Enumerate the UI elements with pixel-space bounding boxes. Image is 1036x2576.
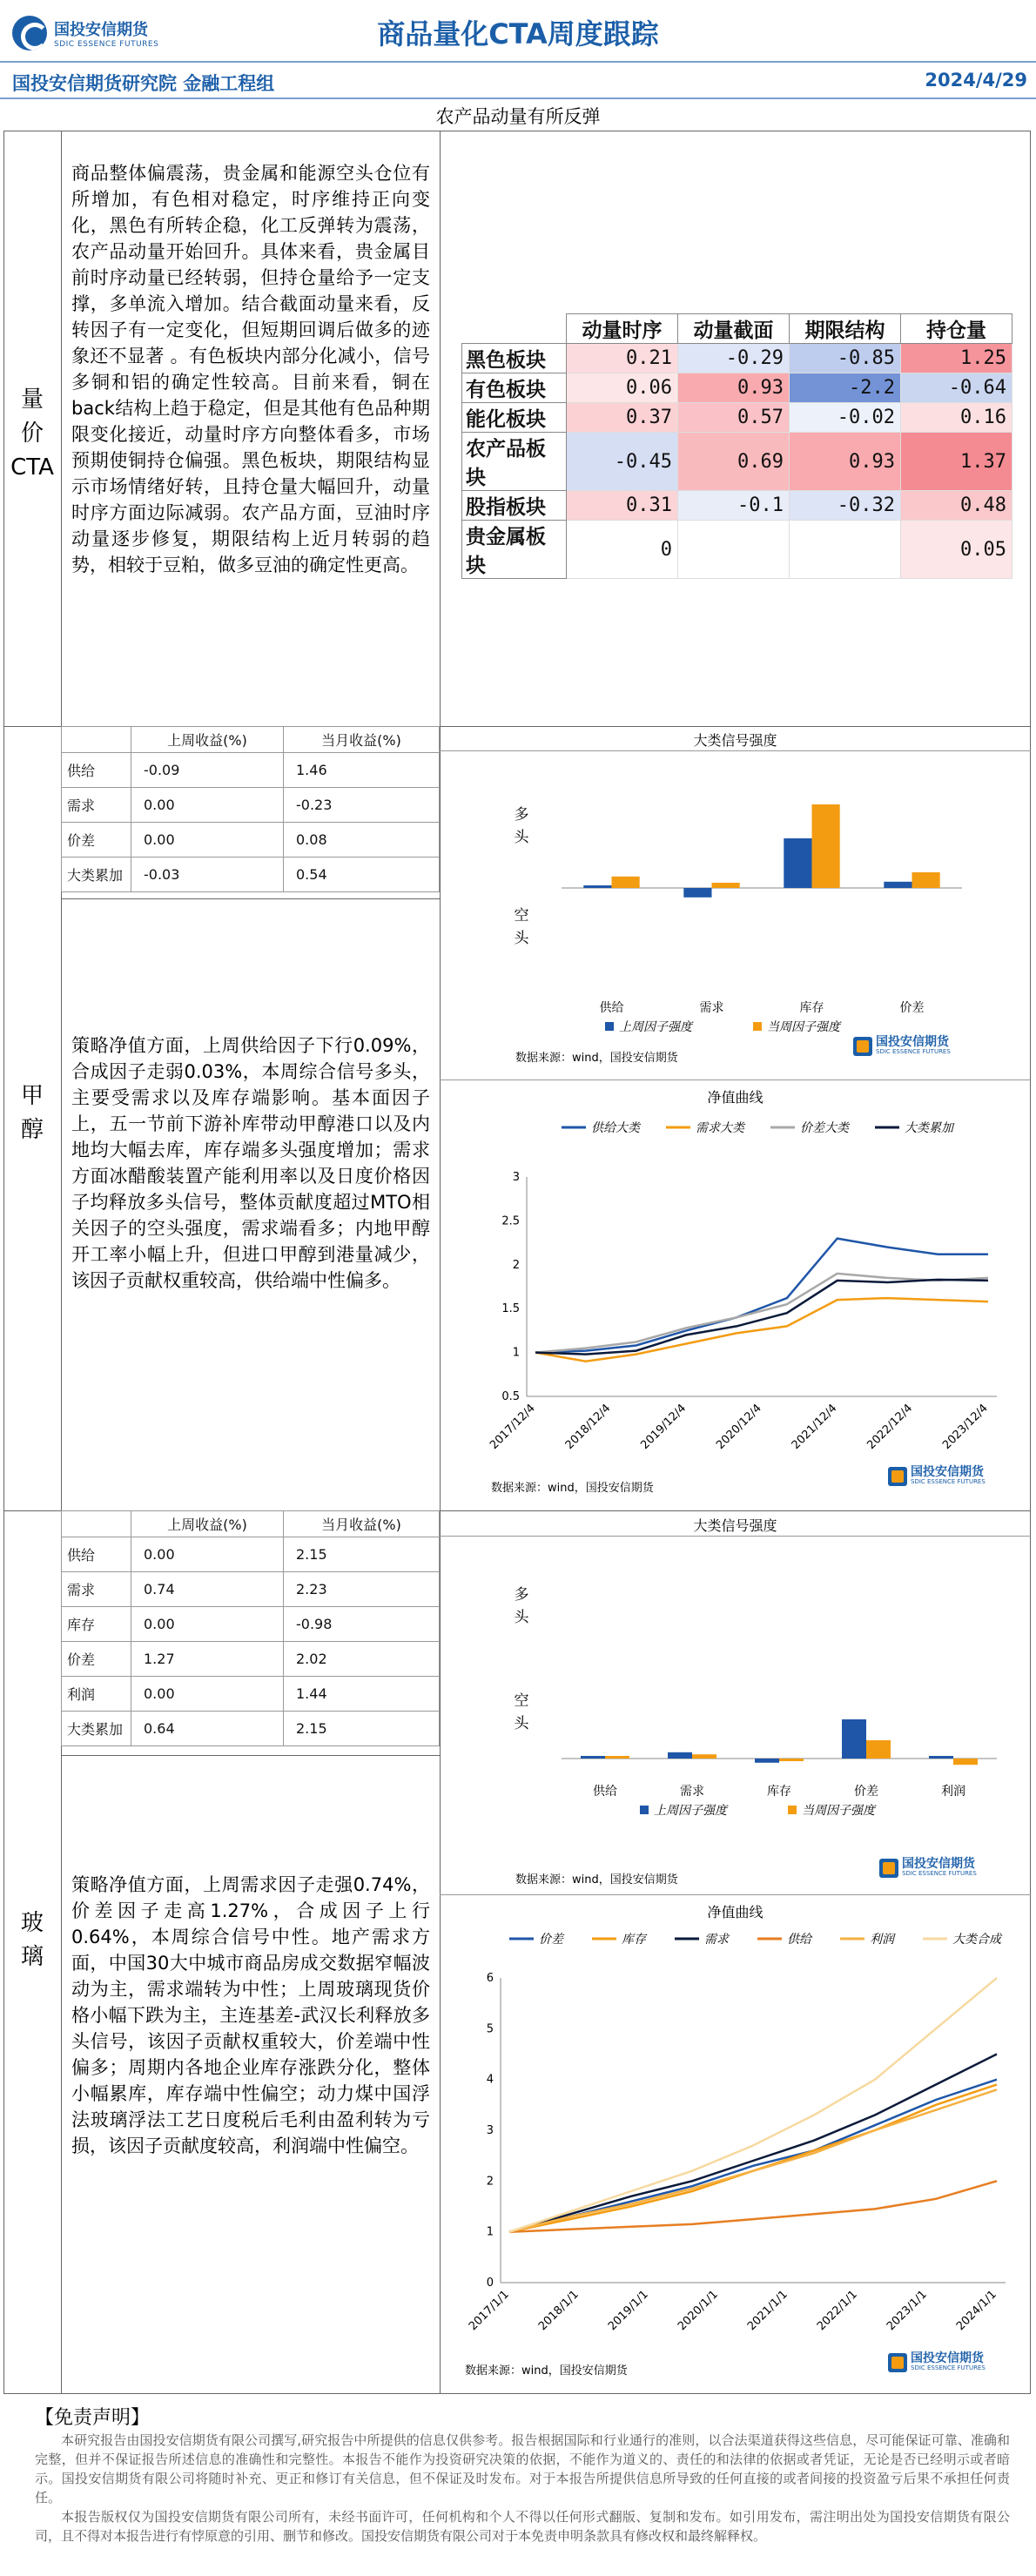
bar-current xyxy=(953,1759,978,1765)
heatmap-header-row xyxy=(462,314,1012,344)
heatmap-cell: 0.21 xyxy=(567,344,678,373)
divider xyxy=(440,750,1031,751)
table-cell-label: 需求 xyxy=(62,1572,131,1607)
table-cell-week: 0.74 xyxy=(131,1572,284,1607)
y-tick-label: 3 xyxy=(512,1171,520,1184)
divider xyxy=(61,898,440,899)
y-tick-label: 1.5 xyxy=(501,1302,520,1316)
legend-swatch xyxy=(753,1022,762,1031)
brand-logo-icon xyxy=(888,1467,907,1486)
x-tick-label: 2018/12/4 xyxy=(562,1402,614,1452)
y-tick-label: 5 xyxy=(486,2022,494,2036)
table-cell-week: -0.09 xyxy=(131,753,284,788)
page-subtitle: 农产品动量有所反弹 xyxy=(435,106,601,127)
table-row xyxy=(62,1642,440,1677)
table-row xyxy=(62,823,440,858)
table-cell-week: 0.64 xyxy=(131,1712,284,1746)
legend-label: 大类合成 xyxy=(952,1933,1001,1947)
cta-commentary: 商品整体偏震荡，贵金属和能源空头仓位有所增加，有色相对稳定，时序维持正向变化，黑色有所转企稳，化工反弹转为震荡，农产品动量开始回升。具体来看，贵金属目前时序动量已经转弱，但持仓量给予一定支撑，多单流入增加。结合截面动量来看，反转因子有一定变化，但短期回调后做多的迹象还不显著 。有色板块内部分化减小，信号多铜和铝的确定性较高。目前来看，铜在back结构上趋于稳定，但是其他有色品种期限变化接近，动量时序方向整体看多，市场预期使铜持仓偏强。黑色板块，期限结构显示市场情绪好转，且持仓量大幅回升，动量时序方面边际减弱。农产品方面，豆油时序动量逐步修复，期限结构上近月转弱的趋势，相较于豆粕，做多豆油的确定性更高。 xyxy=(71,163,430,575)
category-label: 价差 xyxy=(854,1785,878,1799)
heatmap-row-label: 有色板块 xyxy=(462,373,567,403)
legend-label: 供给大类 xyxy=(591,1121,640,1135)
category-label: 供给 xyxy=(593,1785,617,1799)
table-cell-label: 供给 xyxy=(62,1537,131,1572)
legend-swatch xyxy=(640,1806,649,1814)
table-cell-month: 0.54 xyxy=(284,858,440,892)
brand-logo-icon xyxy=(888,2353,907,2372)
bar-current xyxy=(612,877,640,888)
bar-prior xyxy=(842,1719,866,1759)
table-col-header xyxy=(62,727,131,753)
heatmap-cell: 0.37 xyxy=(567,403,678,433)
table-row xyxy=(62,753,440,788)
x-tick-label: 2023/1/1 xyxy=(884,2288,930,2334)
disclaimer-title: 【免责声明】 xyxy=(35,2407,151,2429)
section-label-methanol: 甲 醇 xyxy=(20,1083,44,1143)
brand-logo-icon xyxy=(853,1037,872,1056)
heatmap-cell: 0.31 xyxy=(567,491,678,521)
y-tick-label: 0 xyxy=(486,2277,494,2290)
heatmap-col-header: 动量截面 xyxy=(678,314,790,344)
heatmap-cell: -0.02 xyxy=(790,403,901,433)
heatmap-cell: 0.93 xyxy=(678,373,790,403)
category-label: 价差 xyxy=(899,1001,925,1015)
y-tick-label: 3 xyxy=(486,2124,494,2137)
table-cell-month: 2.15 xyxy=(284,1712,440,1746)
heatmap-cell: -0.45 xyxy=(567,433,678,491)
divider xyxy=(61,131,62,2394)
bar-prior xyxy=(668,1752,692,1759)
chart-logo xyxy=(853,1036,951,1056)
legend-swatch xyxy=(605,1022,614,1031)
table-cell-month: 2.15 xyxy=(284,1537,440,1572)
heatmap-cell xyxy=(790,521,901,579)
divider xyxy=(0,61,1036,63)
heatmap-row xyxy=(462,403,1012,433)
legend-label: 价差大类 xyxy=(800,1121,849,1135)
bar-current xyxy=(605,1756,629,1759)
series-line xyxy=(535,1239,988,1353)
table-col-header: 上周收益(%) xyxy=(131,1511,284,1537)
legend-label: 大类累加 xyxy=(905,1121,953,1135)
glass-nav-title: 净值曲线 xyxy=(707,1904,764,1920)
legend-label: 供给 xyxy=(787,1933,811,1947)
logo-en: SDIC ESSENCE FUTURES xyxy=(54,40,159,49)
factor-heatmap xyxy=(461,313,1012,579)
bar-current xyxy=(912,872,940,888)
disclaimer-text xyxy=(35,2431,1010,2546)
table-col-header: 上周收益(%) xyxy=(131,727,284,753)
glass-signal-source: 数据来源：wind，国投安信期货 xyxy=(515,1873,678,1887)
heatmap-cell: 0.05 xyxy=(901,521,1012,579)
section-label-glass: 玻 璃 xyxy=(20,1910,44,1970)
heatmap-cell: 1.37 xyxy=(901,433,1012,491)
page-title: 商品量化CTA周度跟踪 xyxy=(377,17,659,50)
table-row xyxy=(62,1572,440,1607)
bar-prior xyxy=(583,885,611,888)
table-col-header xyxy=(62,1511,131,1537)
table-cell-week: 0.00 xyxy=(131,788,284,823)
divider xyxy=(0,98,1036,99)
legend-label: 需求 xyxy=(704,1933,729,1947)
logo-en: SDIC ESSENCE FUTURES xyxy=(911,1478,986,1486)
chart-logo xyxy=(888,1466,986,1486)
table-cell-week: 0.00 xyxy=(131,1677,284,1712)
table-col-header: 当月收益(%) xyxy=(284,727,440,753)
heatmap-cell: -0.29 xyxy=(678,344,790,373)
table-cell-month: -0.98 xyxy=(284,1607,440,1642)
x-tick-label: 2021/12/4 xyxy=(789,1402,840,1452)
table-cell-label: 利润 xyxy=(62,1677,131,1712)
heatmap-col-header: 期限结构 xyxy=(790,314,901,344)
table-cell-week: -0.03 xyxy=(131,858,284,892)
section-label-cta: 量 价 CTA xyxy=(10,387,54,481)
category-label: 库存 xyxy=(799,1001,824,1015)
logo-cn: 国投安信期货 xyxy=(911,1465,984,1479)
logo-cn: 国投安信期货 xyxy=(876,1035,949,1049)
heatmap-row-label: 贵金属板块 xyxy=(462,521,567,579)
x-tick-label: 2017/1/1 xyxy=(466,2288,512,2334)
table-cell-label: 价差 xyxy=(62,1642,131,1677)
heatmap-row-label: 黑色板块 xyxy=(462,344,567,373)
glass-signal-title: 大类信号强度 xyxy=(693,1517,777,1534)
table-cell-month: 2.23 xyxy=(284,1572,440,1607)
methanol-signal-title: 大类信号强度 xyxy=(693,732,777,749)
series-line xyxy=(535,1274,988,1353)
y-tick-label: 2 xyxy=(512,1258,520,1272)
methanol-signal-source: 数据来源：wind，国投安信期货 xyxy=(515,1052,678,1065)
category-label: 库存 xyxy=(767,1785,791,1799)
bar-prior xyxy=(929,1756,953,1759)
x-tick-label: 2023/12/4 xyxy=(940,1402,991,1452)
category-label: 利润 xyxy=(941,1785,965,1799)
table-row xyxy=(62,788,440,823)
heatmap-cell: 0.48 xyxy=(901,491,1012,521)
disclaimer-para: 本研究报告由国投安信期货有限公司撰写,研究报告中所提供的信息仅供参考。报告根据国际和行业通行的准则，以合法渠道获得这些信息，尽可能保证可靠、准确和完整，但并不保证报告所述信息的准确性和完整性。本报告不能作为投资研究决策的依据，不能作为道义的、责任的和法律的依据或者凭证，无论是否已经明示或者暗示。国投安信期货有限公司将随时补充、更正和修订有关信息，但不保证及时发布。对于本报告所提供信息所导致的任何直接的或者间接的投资盈亏后果不承担任何责任。 xyxy=(35,2432,1010,2505)
short-axis-label: 空 头 xyxy=(514,1692,529,1732)
table-row xyxy=(62,858,440,892)
series-line xyxy=(509,2055,997,2232)
glass-return-table xyxy=(61,1510,440,1746)
heatmap-cell: 0.16 xyxy=(901,403,1012,433)
glass-nav-chart xyxy=(440,1922,1031,2357)
y-tick-label: 2 xyxy=(486,2175,494,2189)
heatmap-cell: 0.06 xyxy=(567,373,678,403)
bar-current xyxy=(712,883,740,888)
table-cell-label: 价差 xyxy=(62,823,131,858)
x-tick-label: 2022/1/1 xyxy=(814,2288,860,2334)
y-tick-label: 6 xyxy=(486,1972,494,1985)
y-tick-label: 4 xyxy=(486,2073,494,2087)
x-tick-label: 2018/1/1 xyxy=(535,2288,582,2334)
legend-label: 上周因子强度 xyxy=(619,1020,692,1034)
heatmap-row xyxy=(462,521,1012,579)
heatmap-row-label: 农产品板块 xyxy=(462,433,567,491)
logo-cn: 国投安信期货 xyxy=(911,2351,984,2365)
logo-cn: 国投安信期货 xyxy=(54,21,148,39)
heatmap-row-label: 股指板块 xyxy=(462,491,567,521)
table-cell-month: -0.23 xyxy=(284,788,440,823)
heatmap-cell: 0.93 xyxy=(790,433,901,491)
bar-prior xyxy=(683,888,711,898)
short-axis-label: 空 头 xyxy=(514,907,529,947)
bar-prior xyxy=(784,838,811,888)
methanol-nav-source: 数据来源：wind，国投安信期货 xyxy=(491,1482,654,1495)
bar-current xyxy=(812,804,840,888)
x-tick-label: 2024/1/1 xyxy=(953,2288,999,2334)
x-tick-label: 2019/12/4 xyxy=(638,1402,690,1452)
y-tick-label: 1 xyxy=(512,1346,520,1360)
table-row xyxy=(62,1537,440,1572)
table-cell-week: 0.00 xyxy=(131,1537,284,1572)
heatmap-corner xyxy=(462,314,567,344)
legend-label: 当周因子强度 xyxy=(802,1804,875,1818)
y-tick-label: 0.5 xyxy=(501,1390,520,1403)
legend-swatch xyxy=(788,1806,797,1814)
heatmap-cell: 0.69 xyxy=(678,433,790,491)
bar-current xyxy=(779,1759,804,1761)
methanol-nav-title: 净值曲线 xyxy=(707,1089,764,1106)
heatmap-cell: -0.64 xyxy=(901,373,1012,403)
table-row xyxy=(62,1677,440,1712)
heatmap-cell: -0.1 xyxy=(678,491,790,521)
glass-commentary: 策略净值方面，上周需求因子走强0.74%，价差因子走高1.27%，合成因子上行0.64%，本周综合信号中性。地产需求方面，中国30大中城市商品房成交数据窄幅波动为主，需求端转为中性；上周玻璃现货价格小幅下跌为主，主连基差-武汉长利释放多头信号，该因子贡献权重较大，价差端中性偏多；周期内各地企业库存涨跌分化，整体小幅累库，库存端中性偏空；动力煤中国浮法玻璃浮法工艺日度税后毛利由盈利转为亏损，该因子贡献度较高，利润端中性偏空。 xyxy=(71,1874,430,2156)
methanol-return-table xyxy=(61,726,440,892)
bar-current xyxy=(692,1754,716,1759)
legend-label: 当周因子强度 xyxy=(767,1020,840,1034)
table-cell-label: 大类累加 xyxy=(62,1712,131,1746)
institute-name: 国投安信期货研究院 金融工程组 xyxy=(12,73,275,94)
heatmap-row-label: 能化板块 xyxy=(462,403,567,433)
long-axis-label: 多 头 xyxy=(514,806,529,846)
series-line xyxy=(509,2080,997,2232)
bar-prior xyxy=(884,882,912,888)
table-cell-month: 1.44 xyxy=(284,1677,440,1712)
report-date: 2024/4/29 xyxy=(925,70,1027,91)
heatmap-cell: 0.57 xyxy=(678,403,790,433)
table-cell-week: 1.27 xyxy=(131,1642,284,1677)
table-cell-month: 2.02 xyxy=(284,1642,440,1677)
heatmap-cell: -0.85 xyxy=(790,344,901,373)
logo-cn: 国投安信期货 xyxy=(902,1857,975,1871)
methanol-commentary: 策略净值方面，上周供给因子下行0.09%，合成因子走弱0.03%，本周综合信号多头，主要受需求以及库存端影响。基本面因子上，五一节前下游补库带动甲醇港口以及内地均大幅去库，库存端多头强度增加；需求方面冰醋酸装置产能利用率以及日度价格因子均释放多头信号，整体贡献度超过MTO相关因子的空头强度，需求端看多；内地甲醇开工率小幅上升，但进口甲醇到港量减少，该因子贡献权重较高，供给端中性偏多。 xyxy=(71,1035,430,1291)
table-cell-month: 0.08 xyxy=(284,823,440,858)
table-row xyxy=(62,1607,440,1642)
series-line xyxy=(535,1280,988,1355)
heatmap-row xyxy=(462,373,1012,403)
heatmap-col-header: 动量时序 xyxy=(567,314,678,344)
heatmap-col-header: 持仓量 xyxy=(901,314,1012,344)
table-cell-label: 需求 xyxy=(62,788,131,823)
heatmap-row xyxy=(462,344,1012,373)
legend-label: 利润 xyxy=(870,1933,894,1947)
bar-prior xyxy=(755,1759,779,1763)
table-cell-label: 供给 xyxy=(62,753,131,788)
heatmap-cell: -2.2 xyxy=(790,373,901,403)
methanol-nav-chart xyxy=(440,1107,1031,1473)
bar-current xyxy=(866,1740,891,1759)
table-cell-label: 库存 xyxy=(62,1607,131,1642)
y-tick-label: 2.5 xyxy=(501,1214,520,1228)
y-tick-label: 1 xyxy=(486,2225,494,2239)
report-header xyxy=(0,0,1036,127)
legend-label: 上周因子强度 xyxy=(654,1804,727,1818)
table-row xyxy=(62,1712,440,1746)
x-tick-label: 2019/1/1 xyxy=(605,2288,651,2334)
heatmap-cell: 0 xyxy=(567,521,678,579)
table-cell-label: 大类累加 xyxy=(62,858,131,892)
table-cell-week: 0.00 xyxy=(131,823,284,858)
bar-prior xyxy=(581,1756,605,1759)
chart-logo xyxy=(879,1858,977,1878)
category-label: 需求 xyxy=(680,1785,704,1799)
divider xyxy=(440,1079,1031,1080)
chart-logo xyxy=(888,2352,986,2372)
long-axis-label: 多 头 xyxy=(514,1586,529,1626)
heatmap-cell: -0.32 xyxy=(790,491,901,521)
heatmap-cell: 1.25 xyxy=(901,344,1012,373)
legend-label: 价差 xyxy=(539,1933,563,1947)
legend-label: 库存 xyxy=(622,1933,646,1947)
brand-logo-icon xyxy=(879,1859,898,1878)
heatmap-row xyxy=(462,491,1012,521)
glass-nav-source: 数据来源：wind，国投安信期货 xyxy=(465,2364,628,2378)
heatmap-row xyxy=(462,433,1012,491)
divider xyxy=(440,1536,1031,1537)
table-cell-week: 0.00 xyxy=(131,1607,284,1642)
heatmap-cell xyxy=(678,521,790,579)
divider xyxy=(440,1894,1031,1895)
table-header-row xyxy=(62,1511,440,1537)
x-tick-label: 2017/12/4 xyxy=(488,1402,538,1452)
category-label: 供给 xyxy=(599,1001,624,1015)
table-col-header: 当月收益(%) xyxy=(284,1511,440,1537)
logo-en: SDIC ESSENCE FUTURES xyxy=(902,1870,977,1878)
divider xyxy=(61,1755,440,1756)
x-tick-label: 2020/12/4 xyxy=(714,1402,764,1452)
table-header-row xyxy=(62,727,440,753)
legend-label: 需求大类 xyxy=(696,1121,744,1135)
x-tick-label: 2020/1/1 xyxy=(675,2288,721,2334)
table-cell-month: 1.46 xyxy=(284,753,440,788)
category-label: 需求 xyxy=(699,1001,724,1015)
x-tick-label: 2021/1/1 xyxy=(744,2288,790,2334)
x-tick-label: 2022/12/4 xyxy=(864,1402,916,1452)
logo-en: SDIC ESSENCE FUTURES xyxy=(911,2364,986,2372)
disclaimer-para: 本报告版权仅为国投安信期货有限公司所有，未经书面许可，任何机构和个人不得以任何形式翻版、复制和发布。如引用发布，需注明出处为国投安信期货有限公司，且不得对本报告进行有悖原意的引用、删节和修改。国投安信期货有限公司对于本免责申明条款具有修改权和最终解释权。 xyxy=(35,2509,1010,2544)
logo-en: SDIC ESSENCE FUTURES xyxy=(876,1048,951,1056)
